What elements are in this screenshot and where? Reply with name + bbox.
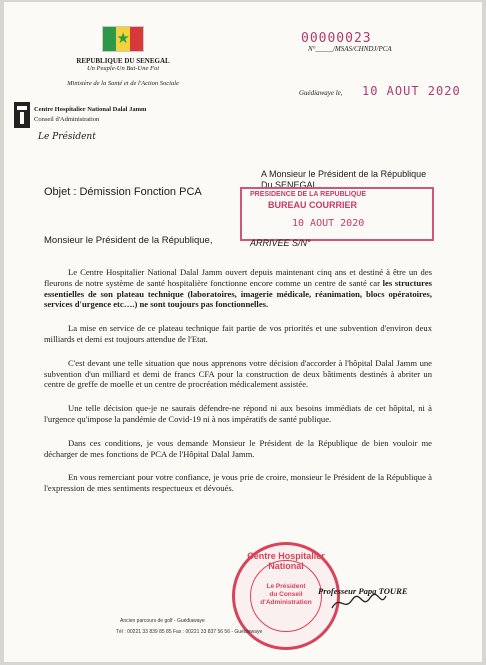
recipient-line-1: A Monsieur le Président de la République bbox=[261, 169, 427, 179]
reference-line: N°_____/MSAS/CHNDJ/PCA bbox=[308, 45, 392, 53]
stamp-line-2: BUREAU COURRIER bbox=[268, 200, 358, 210]
hospital-name: Centre Hospitalier National Dalal Jamm bbox=[34, 106, 147, 113]
letter-body bbox=[44, 267, 432, 507]
paragraph-3: C'est devant une telle situation que nous apprenons votre décision d'accorder à l'hôpital Dalal Jamm une subvention d'un milliard et demi de francs CFA pour la construction de deux bâtiments destinés à abriter un centre de greffe de moelle et un centre de procréation médicalement assistée. bbox=[44, 357, 432, 390]
hospital-header bbox=[34, 105, 146, 125]
paragraph-2: La mise en service de ce plateau technique fait partie de vos priorités et une subvention d'environ deux milliards et demi est toujours attendue de l'Etat. bbox=[44, 323, 432, 344]
seal-line-1: Le Président bbox=[266, 583, 306, 590]
paragraph-1-bold: les structures essentielles de son plateau technique (laboratoires, imagerie médicale, réanimation, blocs opératoires, services d'urgence etc….) ne sont toujours pas fonctionnelles. bbox=[44, 277, 432, 310]
republic-motto: Un Peuple-Un But-Une Foi bbox=[86, 65, 160, 72]
hospital-logo-icon bbox=[14, 102, 30, 128]
ministry-name: Ministère de la Santé et de l'Action Sociale bbox=[67, 80, 179, 87]
reception-stamp bbox=[240, 187, 434, 241]
footer-phones: Tél : 00221 33 839 85 85 Fax : 00221 33 837 56 56 - Guédiawaye bbox=[116, 629, 263, 635]
paragraph-1 bbox=[44, 267, 432, 310]
recipient-line-2: Du SENEGAL bbox=[261, 180, 318, 190]
seal-line-2: du Conseil bbox=[269, 591, 303, 598]
paragraph-4: Une telle décision que-je ne saurais défendre-ne répond ni aux besoins immédiats de cet hôpital, ni à l'urgence qu'impose la pandémie de Covid-19 ni à nos impératifs de santé publique. bbox=[44, 403, 432, 424]
salutation: Monsieur le Président de la République, bbox=[44, 235, 213, 246]
letter-page bbox=[4, 2, 482, 662]
stamp-date: 10 AOUT 2020 bbox=[292, 218, 365, 229]
letter-date: 10 AOUT 2020 bbox=[362, 84, 461, 98]
paragraph-5: Dans ces conditions, je vous demande Monsieur le Président de la République de bien vouloir me décharger de mes fonctions de PCA de l'Hôpital Dalal Jamm. bbox=[44, 437, 432, 459]
footer-address: Ancien parcours de golf - Guédiawaye bbox=[120, 618, 205, 624]
signatory-name: Professeur Papa TOURE bbox=[318, 586, 408, 596]
signatory-title: Le Président bbox=[38, 132, 96, 142]
subject-line: Objet : Démission Fonction PCA bbox=[44, 186, 202, 198]
reference-number: 00000023 bbox=[301, 31, 372, 46]
seal-ring-text: Centre Hospitalier National bbox=[247, 551, 325, 571]
paragraph-6: En vous remerciant pour votre confiance, je vous prie de croire, monsieur le Président de la République à l'expression de mes sentiments respectueux et dévoués. bbox=[44, 472, 432, 494]
council-name: Conseil d'Administration bbox=[34, 116, 100, 123]
senegal-flag-icon: ★ bbox=[102, 26, 144, 52]
stamp-arrival: ARRIVEE S/N° bbox=[250, 238, 311, 248]
paragraph-1-text: Le Centre Hospitalier National Dalal Jamm ouvert depuis maintenant cinq ans et destiné à être un des fleurons de notre système de santé hospitalière fonctionne encore comme un centre de santé car bbox=[44, 267, 432, 288]
stamp-line-1: PRESIDENCE DE LA REPUBLIQUE bbox=[250, 191, 367, 198]
handwritten-signature-icon bbox=[330, 590, 388, 614]
republic-header bbox=[60, 57, 186, 88]
place-label: Guédiawaye le, bbox=[299, 89, 343, 97]
seal-line-3: d'Administration bbox=[260, 599, 312, 606]
republic-name: REPUBLIQUE DU SENEGAL bbox=[76, 57, 170, 65]
